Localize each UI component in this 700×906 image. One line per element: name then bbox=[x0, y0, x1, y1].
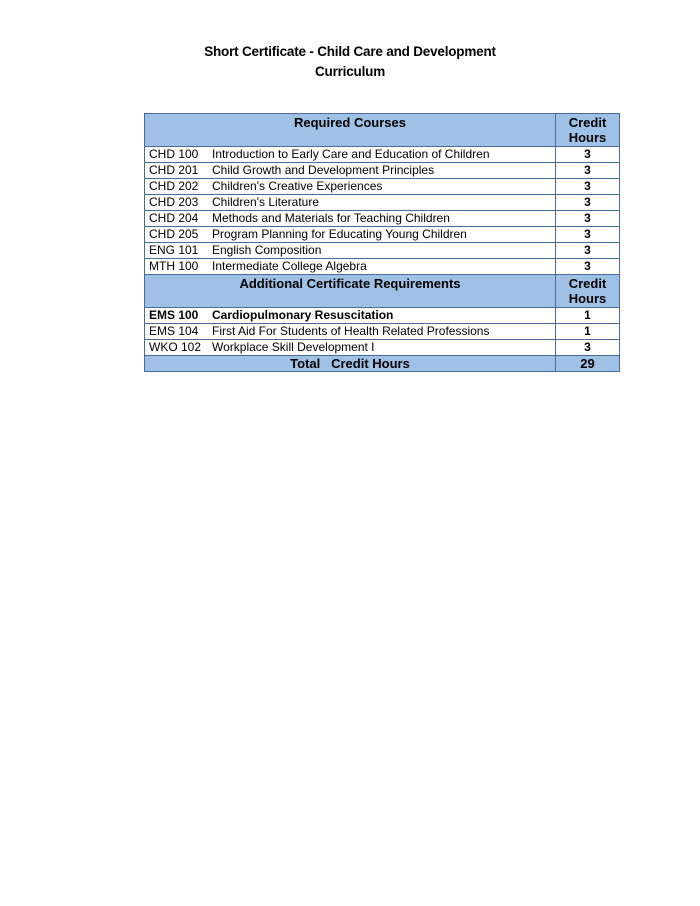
table-row bbox=[145, 195, 620, 211]
course-cell bbox=[145, 195, 556, 211]
course-hours: 3 bbox=[556, 259, 620, 275]
course-code: ENG 101 bbox=[149, 243, 199, 257]
table-row bbox=[145, 340, 620, 356]
course-name: Methods and Materials for Teaching Children bbox=[212, 211, 450, 225]
course-cell bbox=[145, 179, 556, 195]
table-row bbox=[145, 243, 620, 259]
course-name: Intermediate College Algebra bbox=[212, 259, 367, 273]
course-hours: 3 bbox=[556, 179, 620, 195]
additional-requirements-header: Additional Certificate Requirements bbox=[145, 275, 556, 308]
course-hours: 3 bbox=[556, 195, 620, 211]
document-title-block bbox=[0, 42, 700, 82]
course-hours: 3 bbox=[556, 340, 620, 356]
course-name: Workplace Skill Development I bbox=[212, 340, 375, 354]
course-code: EMS 100 bbox=[149, 308, 199, 322]
course-cell bbox=[145, 243, 556, 259]
table-row bbox=[145, 324, 620, 340]
course-cell bbox=[145, 147, 556, 163]
course-hours: 3 bbox=[556, 243, 620, 259]
course-code: EMS 104 bbox=[149, 324, 199, 338]
additional-credit-hours-header: Credit Hours bbox=[556, 275, 620, 308]
course-cell bbox=[145, 308, 556, 324]
course-code: CHD 201 bbox=[149, 163, 199, 177]
course-name: Child Growth and Development Principles bbox=[212, 163, 435, 177]
course-name: Program Planning for Educating Young Children bbox=[212, 227, 467, 241]
total-label: Total Credit Hours bbox=[145, 356, 556, 372]
course-cell bbox=[145, 227, 556, 243]
course-hours: 3 bbox=[556, 227, 620, 243]
course-code: WKO 102 bbox=[149, 340, 202, 354]
course-hours: 3 bbox=[556, 147, 620, 163]
additional-requirements-header-row bbox=[145, 275, 620, 308]
total-hours: 29 bbox=[556, 356, 620, 372]
course-name: Children's Creative Experiences bbox=[212, 179, 383, 193]
course-name: Cardiopulmonary Resuscitation bbox=[212, 308, 394, 322]
course-code: CHD 205 bbox=[149, 227, 199, 241]
course-code: CHD 100 bbox=[149, 147, 199, 161]
course-name: First Aid For Students of Health Related Professions bbox=[212, 324, 490, 338]
table-row bbox=[145, 163, 620, 179]
document-subtitle: Curriculum bbox=[314, 64, 385, 79]
course-code: CHD 204 bbox=[149, 211, 199, 225]
course-hours: 3 bbox=[556, 163, 620, 179]
curriculum-table bbox=[144, 113, 620, 372]
course-cell bbox=[145, 324, 556, 340]
course-cell bbox=[145, 340, 556, 356]
required-courses-header: Required Courses bbox=[145, 114, 556, 147]
course-name: English Composition bbox=[212, 243, 322, 257]
course-cell bbox=[145, 211, 556, 227]
course-hours: 1 bbox=[556, 308, 620, 324]
table-row bbox=[145, 179, 620, 195]
course-hours: 1 bbox=[556, 324, 620, 340]
course-hours: 3 bbox=[556, 211, 620, 227]
course-name: Children's Literature bbox=[212, 195, 320, 209]
total-row bbox=[145, 356, 620, 372]
course-cell bbox=[145, 163, 556, 179]
course-cell bbox=[145, 259, 556, 275]
course-code: MTH 100 bbox=[149, 259, 199, 273]
table-row bbox=[145, 259, 620, 275]
table-row bbox=[145, 308, 620, 324]
course-code: CHD 203 bbox=[149, 195, 199, 209]
course-code: CHD 202 bbox=[149, 179, 199, 193]
credit-hours-header: Credit Hours bbox=[556, 114, 620, 147]
course-name: Introduction to Early Care and Education of Children bbox=[212, 147, 490, 161]
table-row bbox=[145, 147, 620, 163]
document-title: Short Certificate - Child Care and Development bbox=[204, 44, 496, 59]
required-courses-header-row bbox=[145, 114, 620, 147]
table-row bbox=[145, 211, 620, 227]
table-row bbox=[145, 227, 620, 243]
